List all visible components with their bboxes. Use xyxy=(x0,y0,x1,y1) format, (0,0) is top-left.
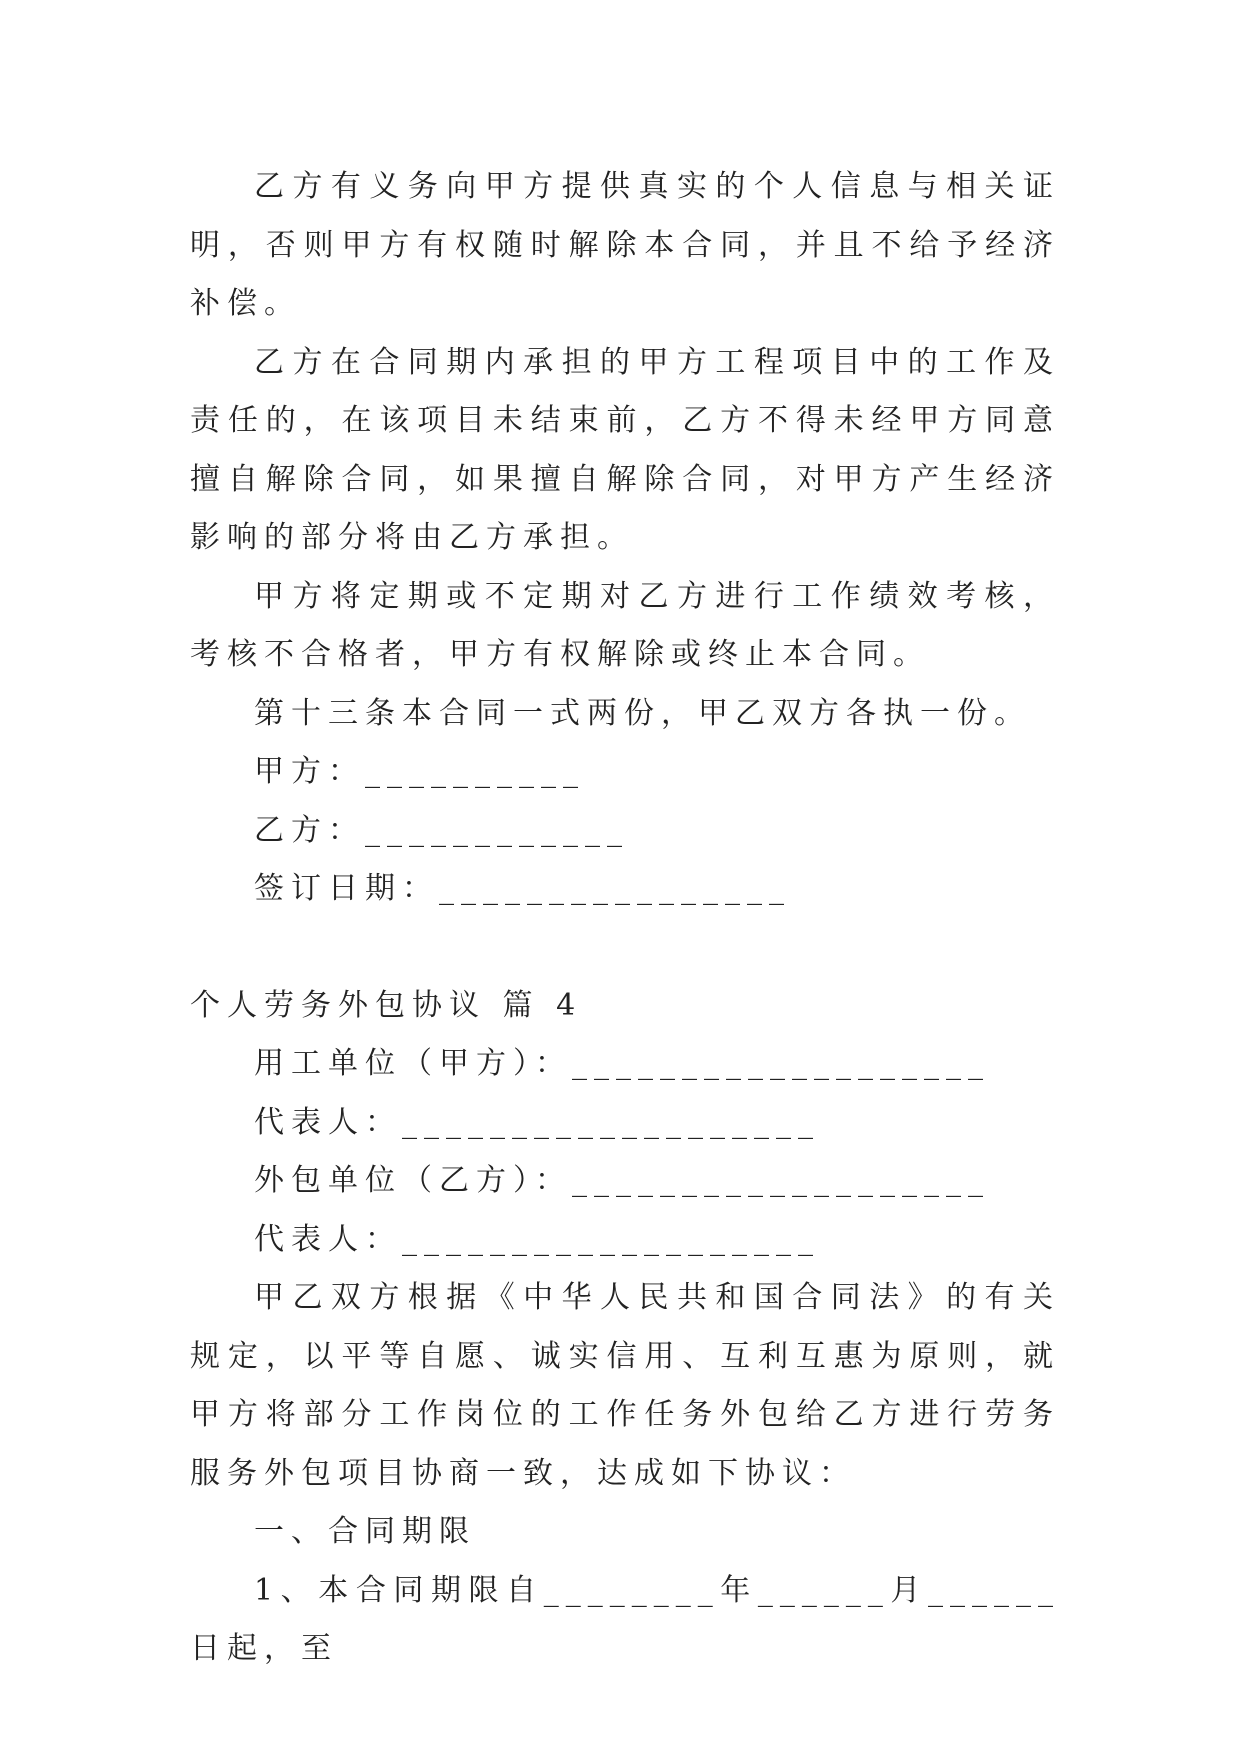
clause-item-contract-period: 1、本合同期限自________年______月______日起，至 xyxy=(190,1572,1060,1666)
signature-date: 签订日期：________________ xyxy=(254,871,791,906)
employer-representative-line: 代表人：___________________ xyxy=(254,1104,820,1140)
section-heading: 个人劳务外包协议 篇 4 xyxy=(190,987,583,1023)
employer-line: 用工单位（甲方）：___________________ xyxy=(254,1046,990,1081)
paragraph-performance-review: 甲方将定期或不定期对乙方进行工作绩效考核，考核不合格者，甲方有权解除或终止本合同。 xyxy=(190,578,1060,672)
signature-party-a: 甲方：__________ xyxy=(254,754,585,789)
paragraph-copies-clause: 第十三条本合同一式两份，甲乙双方各执一份。 xyxy=(254,695,1031,731)
paragraph-personal-info: 乙方有义务向甲方提供真实的个人信息与相关证明，否则甲方有权随时解除本合同，并且不给予经济补偿。 xyxy=(190,169,1060,321)
signature-party-b: 乙方：____________ xyxy=(254,812,629,848)
clause-title-contract-term: 一、合同期限 xyxy=(254,1514,476,1549)
section-gap xyxy=(190,919,1060,977)
contractor-representative-line: 代表人：___________________ xyxy=(254,1221,820,1257)
paragraph-agreement-intro: 甲乙双方根据《中华人民共和国合同法》的有关规定，以平等自愿、诚实信用、互利互惠为原则，就甲方将部分工作岗位的工作任务外包给乙方进行劳务服务外包项目协商一致，达成如下协议： xyxy=(190,1280,1060,1491)
contractor-line: 外包单位（乙方）：___________________ xyxy=(254,1163,990,1198)
document-body xyxy=(190,158,1060,1679)
paragraph-project-responsibility: 乙方在合同期内承担的甲方工程项目中的工作及责任的，在该项目未结束前，乙方不得未经甲方同意擅自解除合同，如果擅自解除合同，对甲方产生经济影响的部分将由乙方承担。 xyxy=(190,344,1060,555)
